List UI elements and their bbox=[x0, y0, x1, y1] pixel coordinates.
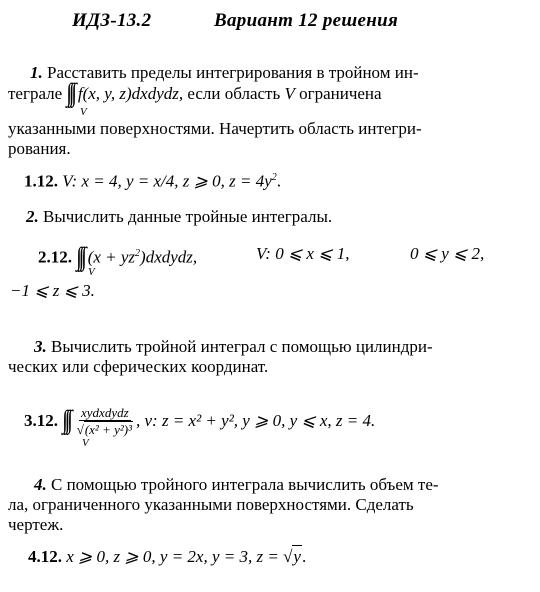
task3-text-line1: Вычислить тройной интеграл с помощью цилиндри- bbox=[51, 337, 433, 356]
task3-line1 bbox=[34, 336, 433, 358]
task4-number: 4. bbox=[34, 475, 47, 494]
task2-cond3-text: −1 ⩽ z ⩽ 3. bbox=[10, 281, 95, 300]
task1-line1 bbox=[30, 62, 419, 84]
task3-number: 3. bbox=[34, 337, 47, 356]
task2-item-number: 2.12. bbox=[38, 247, 72, 267]
task3-fraction bbox=[77, 406, 133, 438]
task2-cond1 bbox=[256, 243, 349, 265]
task2-item bbox=[38, 243, 197, 269]
task3-item bbox=[24, 400, 375, 441]
task1-region-var: V bbox=[284, 84, 295, 103]
task3-item-number: 3.12. bbox=[24, 411, 58, 430]
task4-item-number: 4.12. bbox=[28, 547, 62, 566]
task4-sqrt-arg: y bbox=[293, 547, 301, 566]
task1-number: 1. bbox=[30, 63, 43, 82]
task2-integrand-end: )dxdydz, bbox=[140, 247, 198, 267]
task3-line2: ческих или сферических координат. bbox=[8, 357, 269, 376]
sqrt-symbol: √ bbox=[283, 547, 293, 566]
task2-cond2-text: 0 ⩽ y ⩽ 2, bbox=[410, 244, 485, 263]
task4-line2: ла, ограниченного указанными поверхностями. Сделать bbox=[8, 495, 414, 514]
task2-cond2 bbox=[410, 243, 484, 265]
document-id: ИДЗ-13.2 bbox=[72, 10, 152, 31]
task1-integrand: f(x, y, z)dxdydz, bbox=[77, 84, 184, 103]
task1-item-sup: 2 bbox=[271, 172, 277, 183]
task2-cond3 bbox=[10, 280, 95, 302]
task1-item-end: . bbox=[276, 171, 281, 191]
task3-frac-denominator bbox=[77, 421, 133, 438]
sqrt-symbol: √ bbox=[76, 422, 84, 438]
task2-line bbox=[26, 206, 332, 228]
task1-item-number: 1.12. bbox=[24, 171, 58, 191]
task1-text-line2-pre: теграле bbox=[8, 84, 63, 103]
triple-integral-symbol: ∫∫∫ bbox=[76, 242, 84, 271]
triple-integral-symbol: ∫∫∫ bbox=[66, 78, 74, 108]
integral-subscript-v: V bbox=[82, 437, 89, 449]
integral-subscript-v: V bbox=[80, 106, 87, 118]
task1-item-text: V: x = 4, y = x/4, z ⩾ 0, z = 4y bbox=[62, 171, 272, 191]
triple-integral-symbol: ∫∫∫ bbox=[62, 405, 70, 435]
task1-line3: указанными поверхностями. Начертить область интегри- bbox=[8, 119, 422, 138]
task2-text: Вычислить данные тройные интегралы. bbox=[43, 207, 333, 226]
task4-text-line1: С помощью тройного интеграла вычислить объем те- bbox=[51, 475, 439, 494]
variant-title: Вариант 12 решения bbox=[214, 10, 399, 31]
task4-line3: чертеж. bbox=[8, 515, 64, 534]
task2-cond1-text: V: 0 ⩽ x ⩽ 1, bbox=[256, 244, 350, 263]
task1-text-line2-end: ограничена bbox=[299, 84, 382, 103]
integral-subscript-v: V bbox=[88, 266, 95, 278]
task1-text-line1: Расставить пределы интегрирования в тройном ин- bbox=[47, 63, 419, 82]
task2-number: 2. bbox=[26, 207, 39, 226]
task4-item bbox=[28, 545, 306, 568]
task3-frac-numerator: xydxdydz bbox=[81, 405, 129, 421]
task1-line2 bbox=[8, 78, 382, 108]
task4-line1 bbox=[34, 474, 439, 496]
task1-item bbox=[24, 167, 281, 193]
task3-frac-den-radicand: (x² + y²)³ bbox=[84, 422, 132, 438]
task4-item-end: . bbox=[301, 547, 307, 566]
task2-integrand-sup: 2 bbox=[135, 248, 141, 259]
task1-text-line2-post: если область bbox=[187, 84, 281, 103]
task4-item-text: x ⩾ 0, z ⩾ 0, y = 2x, y = 3, z = bbox=[66, 547, 284, 566]
task2-integrand: (x + yz bbox=[87, 247, 136, 267]
task3-cond: , v: z = x² + y², y ⩾ 0, y ⩽ x, z = 4. bbox=[136, 411, 376, 430]
task1-line4: рования. bbox=[8, 139, 71, 158]
